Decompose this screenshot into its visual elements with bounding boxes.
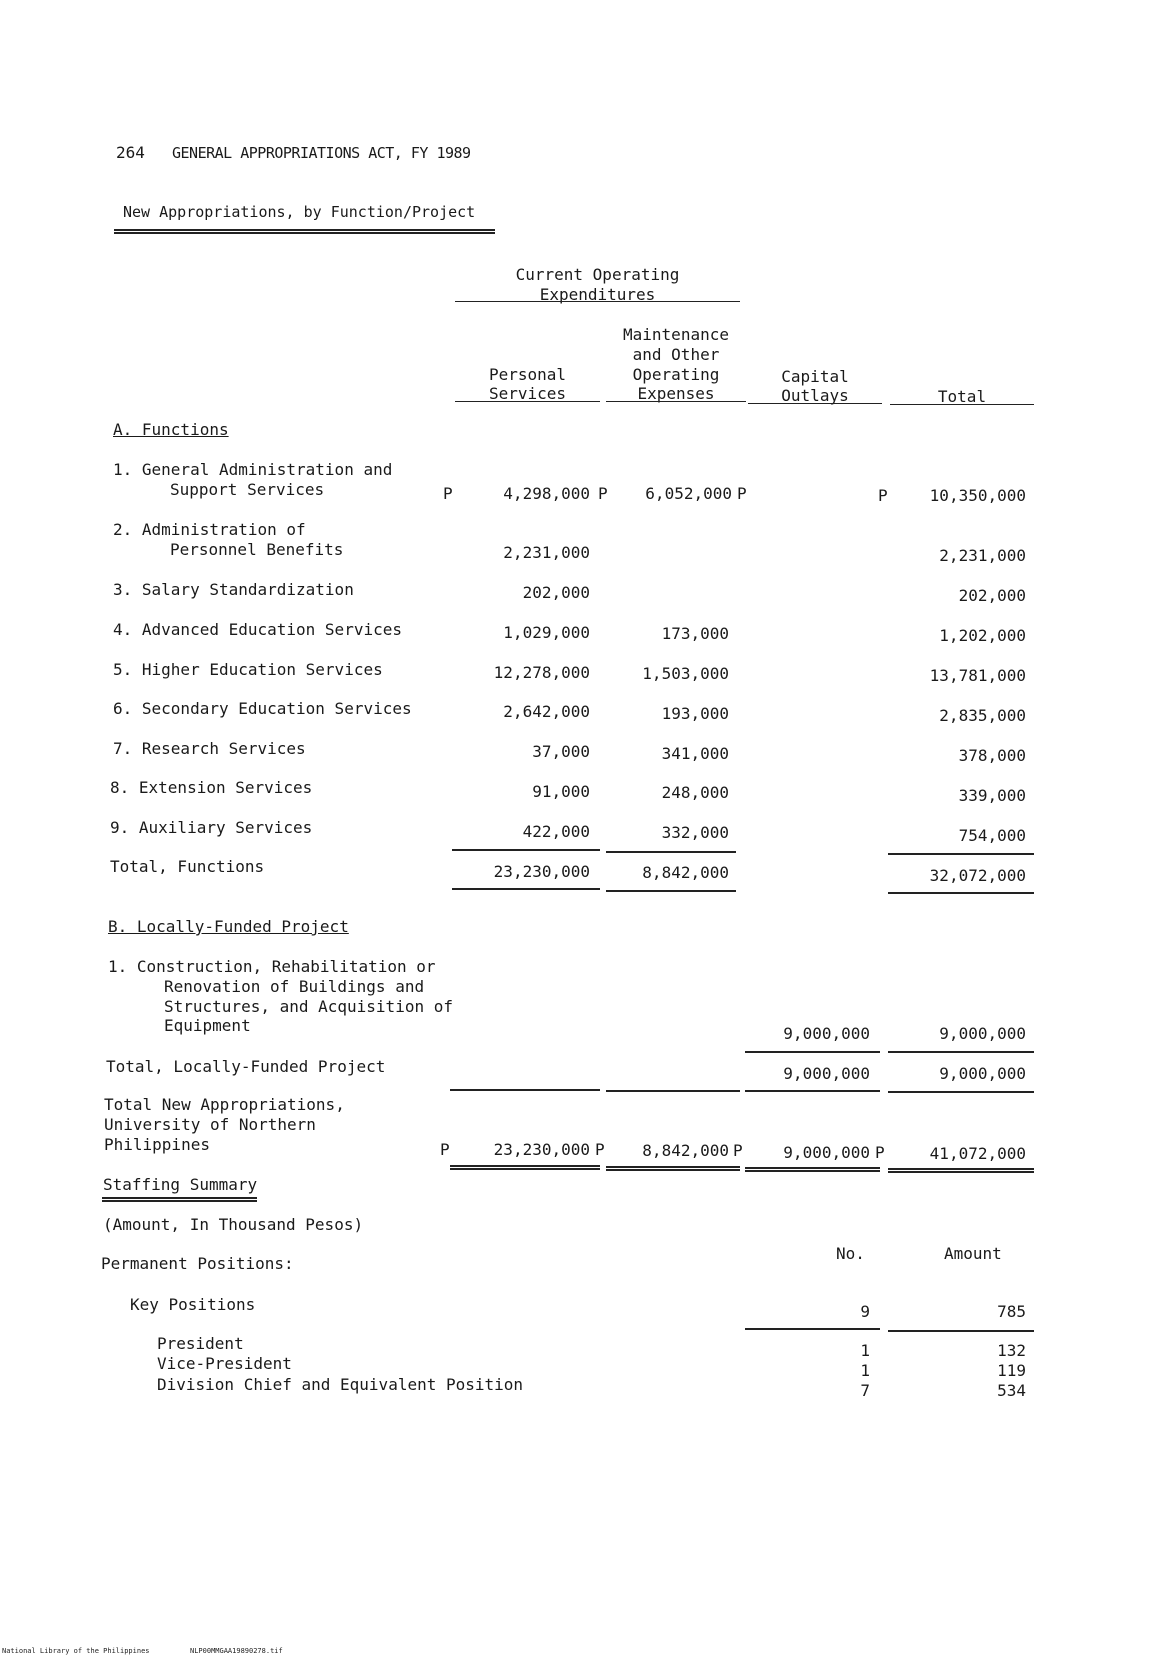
staffing-heading-rule — [102, 1197, 257, 1202]
col-personal-rule — [455, 401, 600, 402]
footer-file-id: NLP00MMGAA19890278.tif — [190, 1647, 283, 1655]
function-7-total: 378,000 — [958, 746, 1026, 765]
function-2-total: 2,231,000 — [939, 546, 1026, 565]
project-total-bottom-rule-ps — [450, 1089, 600, 1091]
functions-total-rule-total — [888, 853, 1034, 855]
grand-total-currency-ps: P — [440, 1140, 450, 1159]
group-header-line1: Current Operating — [515, 265, 680, 284]
col-mooe-3: Operating — [632, 365, 720, 384]
col-personal-1: Personal — [488, 365, 567, 384]
key-positions-no: 9 — [860, 1302, 870, 1321]
col-mooe-1: Maintenance — [623, 325, 729, 344]
functions-total-mooe: 8,842,000 — [642, 863, 729, 882]
page-number: 264 — [116, 143, 145, 162]
function-4-total: 1,202,000 — [939, 626, 1026, 645]
project-total-rule-total — [888, 1051, 1034, 1053]
page-title: GENERAL APPROPRIATIONS ACT, FY 1989 — [172, 144, 471, 162]
key-positions-rule-amount — [888, 1330, 1034, 1332]
grand-total-double-rule-mooe — [606, 1166, 740, 1171]
position-president: President — [157, 1334, 244, 1353]
project-total-bottom-rule-total — [888, 1091, 1034, 1093]
col-mooe-rule — [606, 401, 746, 402]
col-total: Total — [937, 387, 987, 406]
grand-total-currency-mooe: P — [595, 1140, 605, 1159]
function-1-label-line2: Support Services — [170, 480, 325, 499]
group-header-line2: Expenditures — [539, 285, 656, 304]
project-1-capital: 9,000,000 — [783, 1024, 870, 1043]
grand-total-capital: 9,000,000 — [783, 1143, 870, 1162]
project-1-label-line4: Equipment — [164, 1016, 251, 1035]
project-1-label-line1: 1. Construction, Rehabilitation or — [108, 957, 436, 976]
grand-total-ps: 23,230,000 — [493, 1140, 590, 1159]
function-3-label: 3. Salary Standardization — [113, 580, 354, 599]
function-1-currency-total: P — [878, 486, 888, 505]
col-capital-1: Capital — [781, 367, 849, 386]
grand-total-currency-total: P — [875, 1143, 885, 1162]
section-a-heading: A. Functions — [113, 420, 229, 439]
staffing-col-amount: Amount — [944, 1244, 1002, 1263]
functions-total-bottom-rule-total — [888, 892, 1034, 894]
subtitle-double-rule — [114, 229, 495, 234]
function-5-mooe: 1,503,000 — [642, 664, 729, 683]
function-2-label-line2: Personnel Benefits — [170, 540, 344, 559]
grand-total-double-rule-capital — [745, 1167, 880, 1172]
position-vice-president: Vice-President — [157, 1354, 292, 1373]
functions-total-rule-ps — [452, 849, 600, 851]
project-total-capital: 9,000,000 — [783, 1064, 870, 1083]
function-5-label: 5. Higher Education Services — [113, 660, 383, 679]
grand-total-currency-capital: P — [733, 1141, 743, 1160]
function-6-label: 6. Secondary Education Services — [113, 699, 412, 718]
functions-total-bottom-rule-ps — [452, 888, 600, 890]
position-division-chief-no: 7 — [860, 1381, 870, 1400]
function-2-label-line1: 2. Administration of — [113, 520, 306, 539]
function-1-currency-co: P — [737, 484, 747, 503]
col-capital-2: Outlays — [781, 386, 849, 405]
key-positions-amount: 785 — [997, 1302, 1026, 1321]
grand-total-total: 41,072,000 — [929, 1144, 1026, 1163]
function-9-total: 754,000 — [958, 826, 1026, 845]
position-vice-president-amount: 119 — [997, 1361, 1026, 1380]
function-8-ps: 91,000 — [532, 782, 590, 801]
project-total-bottom-rule-capital — [745, 1090, 880, 1092]
project-total-label: Total, Locally-Funded Project — [106, 1057, 386, 1076]
col-personal-2: Services — [488, 384, 567, 403]
function-6-mooe: 193,000 — [661, 704, 729, 723]
function-6-ps: 2,642,000 — [503, 702, 590, 721]
function-1-currency-mooe: P — [598, 484, 608, 503]
function-3-total: 202,000 — [958, 586, 1026, 605]
position-vice-president-no: 1 — [860, 1361, 870, 1380]
staffing-heading: Staffing Summary — [103, 1175, 258, 1194]
grand-total-label-line1: Total New Appropriations, — [104, 1095, 345, 1114]
grand-total-double-rule-ps — [450, 1165, 600, 1170]
table-subtitle: New Appropriations, by Function/Project — [123, 203, 476, 221]
function-8-label: 8. Extension Services — [110, 778, 313, 797]
col-mooe-2: and Other — [632, 345, 720, 364]
function-1-currency-ps: P — [443, 484, 453, 503]
function-2-ps: 2,231,000 — [503, 543, 590, 562]
group-header-rule — [455, 301, 740, 302]
position-division-chief-amount: 534 — [997, 1381, 1026, 1400]
function-5-ps: 12,278,000 — [493, 663, 590, 682]
functions-total-bottom-rule-mooe — [606, 890, 736, 892]
function-3-ps: 202,000 — [522, 583, 590, 602]
function-5-total: 13,781,000 — [929, 666, 1026, 685]
function-4-ps: 1,029,000 — [503, 623, 590, 642]
grand-total-label-line3: Philippines — [104, 1135, 210, 1154]
grand-total-double-rule-total — [888, 1168, 1034, 1173]
project-total-rule-capital — [745, 1051, 880, 1053]
project-1-label-line3: Structures, and Acquisition of — [164, 997, 453, 1016]
function-8-mooe: 248,000 — [661, 783, 729, 802]
function-8-total: 339,000 — [958, 786, 1026, 805]
function-7-ps: 37,000 — [532, 742, 590, 761]
function-6-total: 2,835,000 — [939, 706, 1026, 725]
project-total-bottom-rule-mooe — [606, 1090, 740, 1092]
col-mooe-4: Expenses — [637, 384, 715, 403]
footer-library: National Library of the Philippines — [2, 1647, 150, 1655]
project-1-label-line2: Renovation of Buildings and — [164, 977, 425, 996]
functions-total-label: Total, Functions — [110, 857, 265, 876]
function-9-mooe: 332,000 — [661, 823, 729, 842]
functions-total-ps: 23,230,000 — [493, 862, 590, 881]
function-7-mooe: 341,000 — [661, 744, 729, 763]
function-9-label: 9. Auxiliary Services — [110, 818, 313, 837]
grand-total-mooe: 8,842,000 — [642, 1141, 729, 1160]
function-7-label: 7. Research Services — [113, 739, 306, 758]
function-9-ps: 422,000 — [522, 822, 590, 841]
function-1-ps: 4,298,000 — [503, 484, 590, 503]
function-1-mooe: 6,052,000 — [645, 484, 732, 503]
function-4-label: 4. Advanced Education Services — [113, 620, 402, 639]
project-total-total: 9,000,000 — [939, 1064, 1026, 1083]
functions-total-total: 32,072,000 — [929, 866, 1026, 885]
key-positions-label: Key Positions — [130, 1295, 256, 1314]
functions-total-rule-mooe — [606, 851, 736, 853]
col-capital-rule — [748, 403, 882, 404]
project-1-total: 9,000,000 — [939, 1024, 1026, 1043]
key-positions-rule-no — [745, 1328, 880, 1330]
function-1-total: 10,350,000 — [929, 486, 1026, 505]
grand-total-label-line2: University of Northern — [104, 1115, 316, 1134]
function-4-mooe: 173,000 — [661, 624, 729, 643]
col-total-rule — [890, 404, 1034, 405]
position-president-amount: 132 — [997, 1341, 1026, 1360]
section-b-heading: B. Locally-Funded Project — [108, 917, 349, 936]
position-division-chief: Division Chief and Equivalent Position — [157, 1375, 524, 1394]
permanent-positions-label: Permanent Positions: — [101, 1254, 294, 1273]
staffing-note: (Amount, In Thousand Pesos) — [103, 1215, 364, 1234]
staffing-col-no: No. — [836, 1244, 865, 1263]
function-1-label-line1: 1. General Administration and — [113, 460, 393, 479]
position-president-no: 1 — [860, 1341, 870, 1360]
